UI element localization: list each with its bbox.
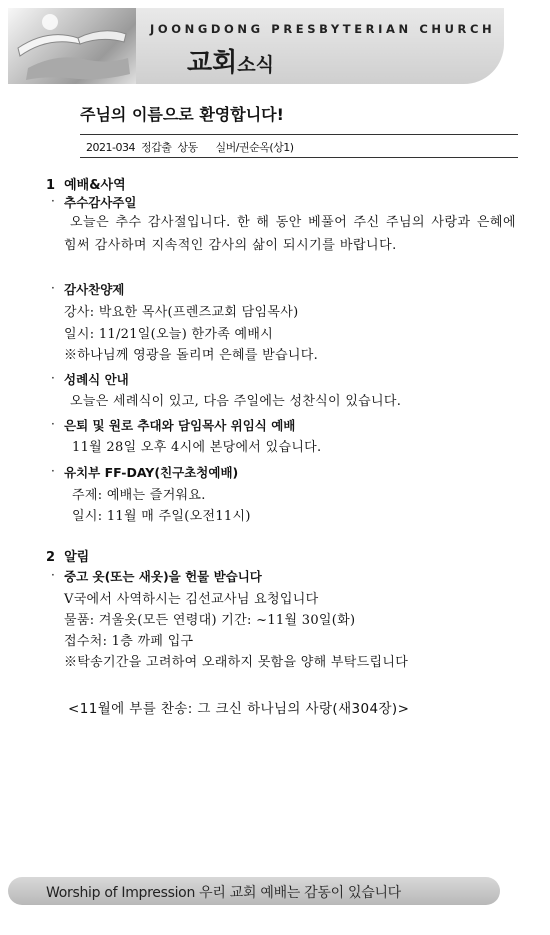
item-praise-line: 강사: 박요한 목사(프렌즈교회 담임목사) (64, 305, 299, 320)
section-1-title: 예배&사역 (64, 178, 126, 193)
item-thanksgiving-title: 추수감사주일 (64, 195, 137, 210)
item-clothes-line: 접수처: 1층 까페 입구 (64, 634, 194, 649)
welcome-heading: 주님의 이름으로 환영합니다! (80, 105, 284, 124)
item-clothes-line: V국에서 사역하시는 김선교사님 요청입니다 (64, 592, 319, 607)
item-installation-line: 11월 28일 오후 4시에 본당에서 있습니다. (72, 440, 322, 455)
open-bible-hands-image (8, 8, 136, 84)
section-2-number: 2 (46, 550, 56, 565)
section-1-heading (46, 174, 126, 193)
section-2-heading (46, 546, 89, 565)
bulletin-title-sub: 소식 (237, 54, 274, 76)
item-ffday-line: 주제: 예배는 즐거워요. (72, 488, 206, 503)
section-1-number: 1 (46, 178, 56, 193)
item-thanksgiving-body: 오늘은 추수 감사절입니다. 한 해 동안 베풀어 주신 주님의 사랑과 은혜에 힘써 감사하며 지속적인 감사의 삶이 되시기를 바랍니다. (64, 215, 516, 253)
item-praise-line: 일시: 11/21일(오늘) 한가족 예배시 (64, 327, 274, 342)
bullet-icon: · (51, 568, 55, 582)
bullet-icon: · (51, 281, 55, 295)
item-praise-line: ※하나님께 영광을 돌리며 은혜를 받습니다. (64, 348, 319, 363)
hymn-of-month: <11월에 부를 찬송: 그 크신 하나님의 사랑(새304장)> (68, 701, 410, 717)
bullet-icon: · (51, 464, 55, 478)
item-clothes-title: 중고 옷(또는 새옷)을 헌물 받습니다 (64, 569, 262, 584)
bullet-icon: · (51, 371, 55, 385)
item-installation-title: 은퇴 및 원로 추대와 담임목사 위임식 예배 (64, 418, 296, 433)
section-2-title: 알림 (64, 550, 90, 565)
item-sacrament-line: 오늘은 세례식이 있고, 다음 주일에는 성찬식이 있습니다. (70, 394, 402, 409)
item-clothes-line: ※탁송기간을 고려하여 오래하지 못함을 양해 부탁드립니다 (64, 655, 409, 670)
bullet-icon: · (51, 194, 55, 208)
item-ffday-title: 유치부 FF-DAY(친구초청예배) (64, 465, 239, 480)
item-ffday-line: 일시: 11월 매 주일(오전11시) (72, 509, 251, 524)
church-name: JOONGDONG PRESBYTERIAN CHURCH (150, 22, 496, 36)
bullet-icon: · (51, 417, 55, 431)
item-clothes-line: 물품: 겨울옷(모든 연령대) 기간: ~11월 30일(화) (64, 613, 356, 628)
item-praise-title: 감사찬양제 (64, 282, 125, 297)
item-sacrament-title: 성례식 안내 (64, 372, 129, 387)
bulletin-title (187, 42, 274, 79)
bulletin-title-main: 교회 (187, 48, 238, 78)
service-info: 2021-034 정갑출 상동 실버/권순옥(상1) (86, 141, 294, 154)
footer-slogan: Worship of Impression 우리 교회 예배는 감동이 있습니다 (46, 885, 401, 901)
